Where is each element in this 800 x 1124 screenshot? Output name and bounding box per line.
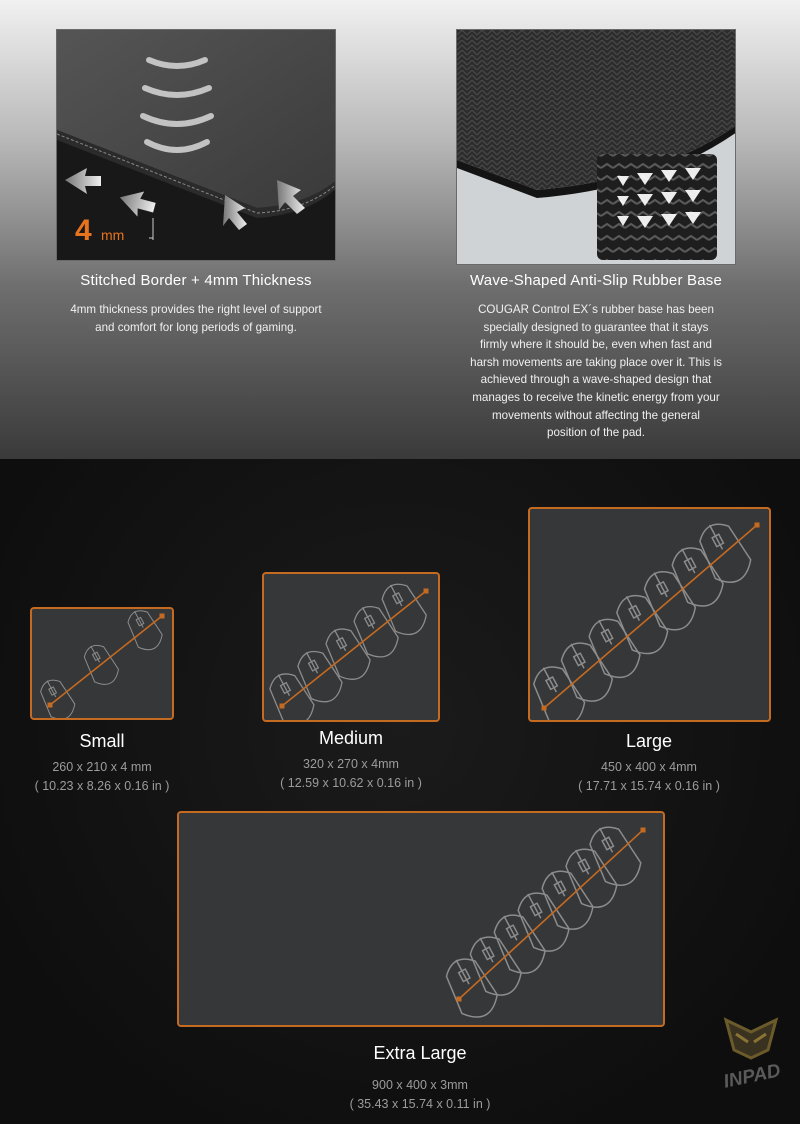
description-line: manages to receive the kinetic energy from your [472,390,720,404]
rubber-base-image [456,29,736,265]
measure-endpoint [160,614,165,619]
description-line: COUGAR Control EX´s rubber base has been [478,303,714,316]
size-name-large: Large [625,731,673,751]
diagonal-measure-line [282,591,426,706]
feature-description-stitched-border [36,301,356,336]
measure-endpoint [542,706,547,711]
thickness-unit: mm [101,227,125,243]
mouse-outline [530,658,590,720]
measure-endpoint [280,704,285,709]
pad-medium-illustration [262,572,440,722]
mouse-outline [264,666,319,720]
size-name-extra-large: Extra Large [373,1043,467,1063]
feature-title-rubber-base: Wave-Shaped Anti-Slip Rubber Base [469,272,722,289]
description-line: achieved through a wave-shaped design that [480,373,712,387]
pad-extra-large-illustration [177,811,665,1027]
size-imperial: ( 12.59 x 10.62 x 0.16 in ) [280,776,422,790]
size-metric: 900 x 400 x 3mm [372,1078,468,1092]
size-dimensions-small [0,758,204,796]
measure-endpoint [424,589,429,594]
size-metric: 260 x 210 x 4 mm [52,760,152,774]
feature-description-rubber-base [436,301,756,442]
size-dimensions-medium [231,755,471,793]
description-line: movements without affecting the general [492,408,700,422]
mouse-outline [35,674,79,718]
size-dimensions-large [529,758,769,796]
measure-endpoint [755,523,760,528]
measure-endpoint [641,828,646,833]
thickness-label: 4 [75,214,92,247]
measure-endpoint [48,703,53,708]
size-metric: 320 x 270 x 4mm [303,757,399,771]
diagonal-measure-line [544,525,757,708]
size-metric: 450 x 400 x 4mm [601,760,697,774]
size-name-small: Small [79,731,125,751]
inpad-logo [706,1010,796,1090]
description-line: and comfort for long periods of gaming. [95,320,297,334]
inpad-logo-text: INPAD [721,1060,783,1090]
description-line: harsh movements are taking place over it. This is [470,355,722,369]
pad-large-illustration [528,507,771,722]
stitched-border-image [56,29,336,261]
diagonal-measure-line [50,616,162,705]
description-line: 4mm thickness provides the right level of support [70,303,322,316]
description-line: specially designed to guarantee that it stays [483,320,709,334]
size-imperial: ( 10.23 x 8.26 x 0.16 in ) [34,779,170,793]
size-dimensions-extra-large [300,1076,540,1114]
size-imperial: ( 35.43 x 15.74 x 0.11 in ) [349,1097,491,1111]
description-line: firmly where it should be, even when fast and [480,338,712,352]
size-imperial: ( 17.71 x 15.74 x 0.16 in ) [578,779,720,793]
feature-title-stitched-border: Stitched Border + 4mm Thickness [80,272,312,289]
size-name-medium: Medium [318,728,384,748]
description-line: position of the pad. [547,426,645,440]
measure-endpoint [457,997,462,1002]
diagonal-measure-line [459,830,643,999]
pad-small-illustration [30,607,174,720]
